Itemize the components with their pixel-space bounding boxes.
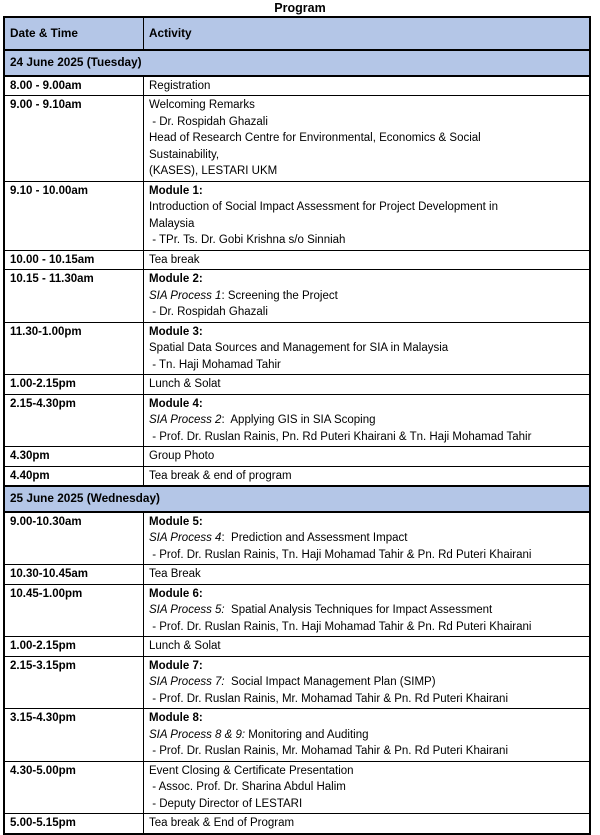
time-cell: 9.10 - 10.00am <box>4 181 144 250</box>
section-date-label: 24 June 2025 (Tuesday) <box>4 50 590 76</box>
activity-line: Module 4: <box>149 397 203 410</box>
activity-line: Welcoming Remarks <box>149 99 255 111</box>
time-cell: 4.30pm <box>4 447 144 467</box>
activity-cell <box>144 584 591 637</box>
activity-cell <box>144 375 591 395</box>
table-header-row <box>4 17 590 50</box>
time-cell: 9.00 - 9.10am <box>4 96 144 182</box>
time-cell: 5.00-5.15pm <box>4 814 144 834</box>
schedule-row <box>4 394 590 447</box>
schedule-row <box>4 375 590 395</box>
activity-cell <box>144 96 591 182</box>
activity-line: Group Photo <box>149 450 215 462</box>
time-cell: 10.00 - 10.15am <box>4 250 144 270</box>
activity-line: SIA Process 7: Social Impact Management Plan (SIMP) <box>149 676 436 688</box>
schedule-row <box>4 709 590 762</box>
schedule-row <box>4 181 590 250</box>
activity-line: Module 5: <box>149 515 203 528</box>
activity-line: Tea break <box>149 253 200 266</box>
activity-line: SIA Process 4: Prediction and Assessment Impact <box>149 532 408 544</box>
time-cell: 10.15 - 11.30am <box>4 270 144 323</box>
page-title: Program <box>274 1 326 15</box>
time-cell: 8.00 - 9.00am <box>4 76 144 96</box>
activity-cell <box>144 76 591 96</box>
activity-line: - Prof. Dr. Ruslan Rainis, Tn. Haji Mohamad Tahir & Pn. Rd Puteri Khairani <box>149 620 532 633</box>
activity-cell <box>144 512 591 565</box>
time-cell: 10.45-1.00pm <box>4 584 144 637</box>
activity-line: Introduction of Social Impact Assessment for Project Development in <box>149 201 498 213</box>
schedule-row <box>4 466 590 486</box>
schedule-row <box>4 250 590 270</box>
activity-cell <box>144 447 591 467</box>
activity-line: - Prof. Dr. Ruslan Rainis, Pn. Rd Puteri Khairani & Tn. Haji Mohamad Tahir <box>149 430 532 443</box>
activity-line: SIA Process 1: Screening the Project <box>149 289 338 302</box>
time-cell: 1.00-2.15pm <box>4 637 144 657</box>
activity-line: - Tn. Haji Mohamad Tahir <box>149 358 281 371</box>
activity-cell <box>144 637 591 657</box>
schedule-row <box>4 761 590 814</box>
activity-line: Lunch & Solat <box>149 640 221 652</box>
program-table <box>3 16 591 835</box>
schedule-row <box>4 584 590 637</box>
activity-line: Module 1: <box>149 184 203 197</box>
activity-line: Module 3: <box>149 325 203 338</box>
schedule-row <box>4 96 590 182</box>
section-header-row <box>4 486 590 512</box>
activity-cell <box>144 394 591 447</box>
time-cell: 3.15-4.30pm <box>4 709 144 762</box>
activity-line: Tea break & End of Program <box>149 817 295 829</box>
column-header-activity: Activity <box>144 17 591 50</box>
schedule-row <box>4 76 590 96</box>
schedule-row <box>4 565 590 585</box>
activity-cell <box>144 466 591 486</box>
activity-line: - Assoc. Prof. Dr. Sharina Abdul Halim <box>149 781 346 793</box>
activity-cell <box>144 322 591 375</box>
time-cell: 1.00-2.15pm <box>4 375 144 395</box>
section-header-row <box>4 50 590 76</box>
activity-line: Registration <box>149 79 211 92</box>
activity-cell <box>144 565 591 585</box>
activity-line: - Deputy Director of LESTARI <box>149 797 303 810</box>
activity-cell <box>144 181 591 250</box>
activity-line: Module 6: <box>149 587 203 600</box>
schedule-row <box>4 656 590 709</box>
activity-line: - Prof. Dr. Ruslan Rainis, Tn. Haji Mohamad Tahir & Pn. Rd Puteri Khairani <box>149 548 532 561</box>
activity-line: SIA Process 8 & 9: Monitoring and Auditing <box>149 728 369 741</box>
activity-line: - Prof. Dr. Ruslan Rainis, Mr. Mohamad Tahir & Pn. Rd Puteri Khairani <box>149 745 508 757</box>
time-cell: 4.30-5.00pm <box>4 761 144 814</box>
activity-line: Module 7: <box>149 659 203 672</box>
program-table-body <box>4 50 590 834</box>
activity-line: - Dr. Rospidah Ghazali <box>149 306 268 318</box>
schedule-row <box>4 447 590 467</box>
activity-line: Sustainability, <box>149 148 220 161</box>
activity-line: SIA Process 2: Applying GIS in SIA Scoping <box>149 414 376 426</box>
activity-line: Module 8: <box>149 712 203 724</box>
activity-line: Event Closing & Certificate Presentation <box>149 764 354 777</box>
time-cell: 2.15-3.15pm <box>4 656 144 709</box>
time-cell: 10.30-10.45am <box>4 565 144 585</box>
time-cell: 4.40pm <box>4 466 144 486</box>
activity-line: Malaysia <box>149 217 195 230</box>
activity-line: Tea Break <box>149 568 201 580</box>
activity-line: - TPr. Ts. Dr. Gobi Krishna s/o Sinniah <box>149 234 346 246</box>
activity-line: Tea break & end of program <box>149 469 292 482</box>
activity-line: (KASES), LESTARI UKM <box>149 165 278 177</box>
time-cell: 11.30-1.00pm <box>4 322 144 375</box>
activity-cell <box>144 250 591 270</box>
activity-cell <box>144 656 591 709</box>
schedule-row <box>4 512 590 565</box>
schedule-row <box>4 270 590 323</box>
activity-cell <box>144 761 591 814</box>
activity-line: Lunch & Solat <box>149 378 221 390</box>
schedule-row <box>4 322 590 375</box>
activity-cell <box>144 270 591 323</box>
section-date-label: 25 June 2025 (Wednesday) <box>4 486 590 512</box>
activity-line: Module 2: <box>149 273 203 285</box>
time-cell: 2.15-4.30pm <box>4 394 144 447</box>
schedule-row <box>4 637 590 657</box>
time-cell: 9.00-10.30am <box>4 512 144 565</box>
activity-line: - Prof. Dr. Ruslan Rainis, Mr. Mohamad Tahir & Pn. Rd Puteri Khairani <box>149 692 508 705</box>
activity-line: Spatial Data Sources and Management for SIA in Malaysia <box>149 342 449 354</box>
activity-line: SIA Process 5: Spatial Analysis Techniques for Impact Assessment <box>149 604 493 616</box>
activity-line: Head of Research Centre for Environmental, Economics & Social <box>149 132 481 144</box>
activity-line: - Dr. Rospidah Ghazali <box>149 115 268 128</box>
column-header-date-time: Date & Time <box>4 17 144 50</box>
activity-cell <box>144 709 591 762</box>
